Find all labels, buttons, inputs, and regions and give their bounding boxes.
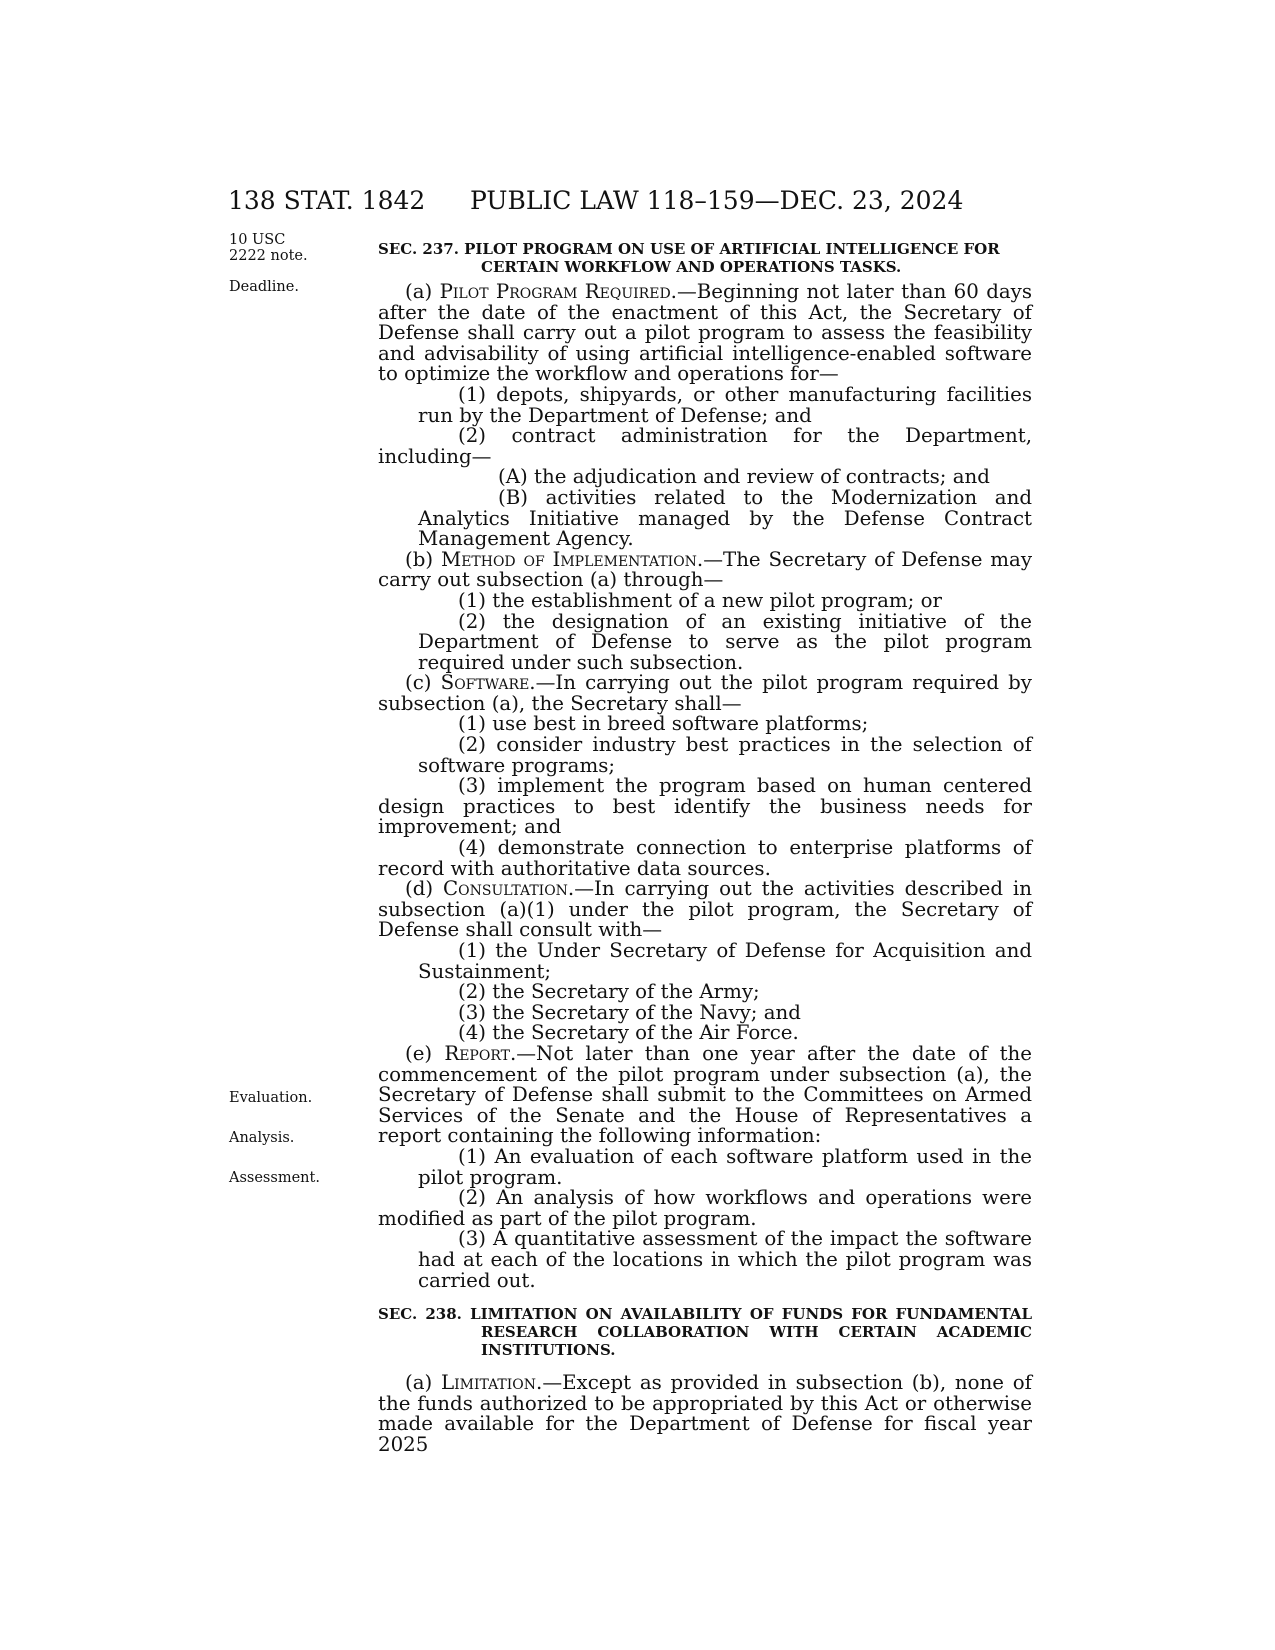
paragraph-e1: (1) An evaluation of each software platform used in the pilot program. [418, 1144, 1032, 1189]
section-238-subsection-a: (a) Limitation.—Except as provided in subsection (b), none of the funds authorized to be appropriated by this Act or otherwise made available for the Department of Defense for fiscal year 2025 [378, 1371, 1032, 1456]
paragraph-c4: (4) demonstrate connection to enterprise platforms of record with authoritative data sources. [378, 836, 1032, 880]
running-header: PUBLIC LAW 118–159—DEC. 23, 2024 [470, 186, 964, 215]
subsection-c: (c) Software.—In carrying out the pilot program required by subsection (a), the Secretary shall— [378, 671, 1032, 715]
subsection-d: (d) Consultation.—In carrying out the activities described in subsection (a)(1) under the pilot program, the Secretary of Defense shall consult with— [378, 877, 1032, 942]
paragraph-a1: (1) depots, shipyards, or other manufacturing facilities run by the Department of Defense; and [418, 382, 1032, 427]
margin-note-usc: 10 USC 2222 note. [229, 232, 308, 264]
paragraph-d3: (3) the Secretary of the Navy; and [458, 1000, 801, 1024]
subparagraph-a2B: (B) activities related to the Modernization and Analytics Initiative managed by the Defense Contract Management Agency. [418, 485, 1032, 551]
paragraph-e3: (3) A quantitative assessment of the impact the software had at each of the locations in which the pilot program was carried out. [418, 1227, 1032, 1292]
margin-note-analysis: Analysis. [229, 1130, 295, 1146]
subparagraph-a2A: (A) the adjudication and review of contracts; and [498, 465, 990, 489]
subsection-e: (e) Report.—Not later than one year after the date of the commencement of the pilot program under subsection (a), the Secretary of Defense shall submit to the Committees on Armed Services of the Senate and the House of Representatives a report containing the following information: [378, 1041, 1032, 1148]
subsection-a: (a) Pilot Program Required.—Beginning not later than 60 days after the date of the enactment of this Act, the Secretary of Defense shall carry out a pilot program to assess the feasibility and advisability of using artificial intelligence-enabled software to optimize the workflow and operations for— [378, 280, 1032, 386]
paragraph-c2: (2) consider industry best practices in the selection of software programs; [418, 733, 1032, 777]
paragraph-b2: (2) the designation of an existing initiative of the Department of Defense to serve as the pilot program required under such subsection. [418, 609, 1032, 674]
section-238-heading: SEC. 238. LIMITATION ON AVAILABILITY OF FUNDS FOR FUNDAMENTAL RESEARCH COLLABORATION WITH CERTAIN ACADEMIC INSTITUTIONS. [378, 1305, 1032, 1360]
margin-note-deadline: Deadline. [229, 279, 299, 295]
paragraph-d2: (2) the Secretary of the Army; [458, 980, 760, 1004]
paragraph-a2: (2) contract administration for the Department, including— [378, 424, 1032, 468]
paragraph-c3: (3) implement the program based on human centered design practices to best identify the business needs for improvement; and [378, 774, 1032, 839]
paragraph-c1: (1) use best in breed software platforms; [458, 712, 869, 736]
paragraph-d1: (1) the Under Secretary of Defense for Acquisition and Sustainment; [418, 939, 1032, 983]
margin-note-assessment: Assessment. [229, 1170, 320, 1186]
subsection-b: (b) Method of Implementation.—The Secretary of Defense may carry out subsection (a) through— [378, 547, 1032, 592]
paragraph-e2: (2) An analysis of how workflows and operations were modified as part of the pilot program. [378, 1186, 1032, 1230]
statute-page-number: 138 STAT. 1842 [228, 186, 426, 215]
paragraph-d4: (4) the Secretary of the Air Force. [458, 1021, 799, 1045]
document-body [378, 240, 1032, 1455]
margin-note-evaluation: Evaluation. [229, 1090, 313, 1106]
section-237-heading: SEC. 237. PILOT PROGRAM ON USE OF ARTIFICIAL INTELLIGENCE FOR CERTAIN WORKFLOW AND OPERATIONS TASKS. [378, 240, 1000, 276]
paragraph-b1: (1) the establishment of a new pilot program; or [458, 588, 942, 612]
